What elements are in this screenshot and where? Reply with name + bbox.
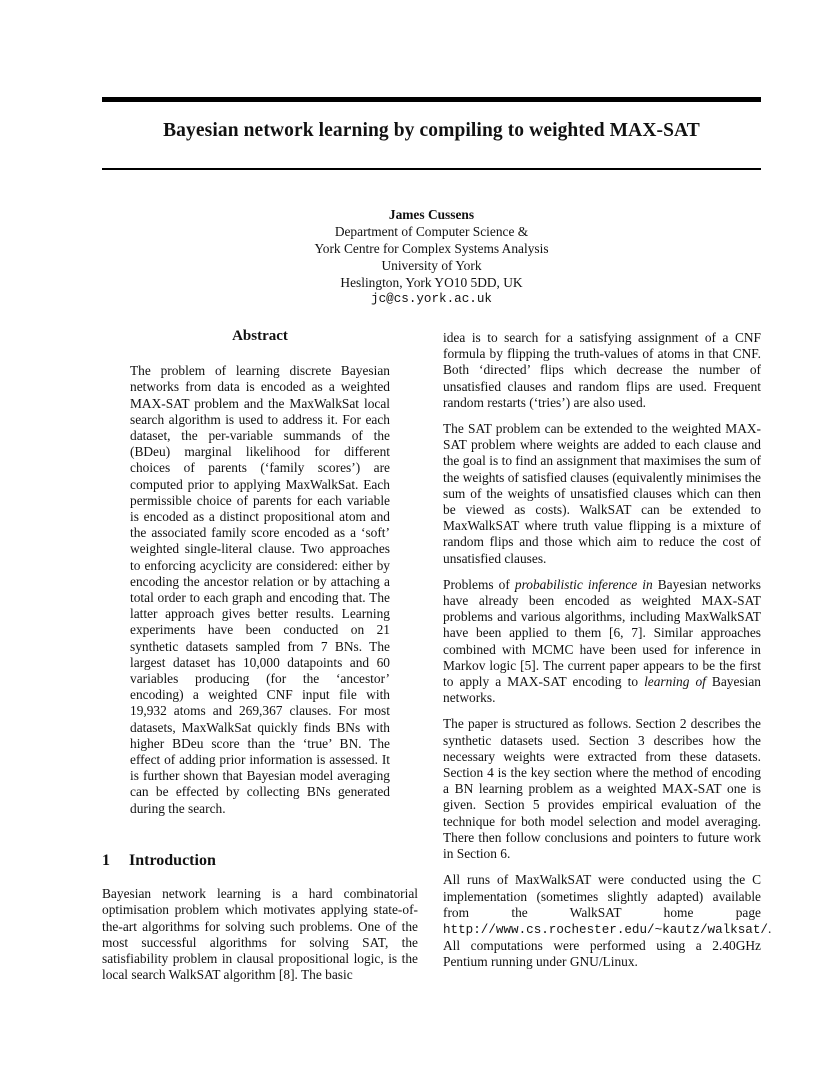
paragraph-weighted-maxsat: The SAT problem can be extended to the weighted MAX-SAT problem where weights are added to each clause and the goal is to find an assignment that maximises the sum of the weights of satisfied clauses (equivalently minimises the sum of the weights of unsatisfied clauses which can then be viewed as costs). WalkSAT can be extended to MaxWalkSAT where truth value flipping is a mixture of random flips and those which aim to reduce the cost of unsatisfied clauses. <box>443 421 761 566</box>
emphasis: learning of <box>644 674 706 690</box>
author-name: James Cussens <box>388 207 475 222</box>
text-run: . All computations were performed using a 2.40GHz Pentium running under GNU/Linux. <box>443 920 772 970</box>
affiliation-line: York Centre for Complex Systems Analysis <box>314 241 549 256</box>
abstract <box>130 328 390 817</box>
section-number: 1 <box>102 851 110 869</box>
text-run: Bayesian networks. <box>443 674 762 706</box>
abstract-text: The problem of learning discrete Bayesian networks from data is encoded as a weighted MAX-SAT problem and the MaxWalkSat local search algorithm is used to address it. For each dataset, the per-variable summands of the (BDeu) marginal likelihood for different choices of parents (‘family scores’) are computed prior to applying MaxWalkSat. Each permissible choice of parents for each variable is encoded as a distinct propositional atom and the associated family score encoded as a ‘soft’ weighted single-literal clause. Two approaches to enforcing acyclicity are considered: either by encoding the ancestor relation or by attaching a total order to each graph and encoding that. The latter approach gives better results. Learning experiments have been conducted on 21 synthetic datasets sampled from 7 BNs. The largest dataset has 10,000 datapoints and 60 variables producing (for the ‘ancestor’ encoding) a weighted CNF input file with 19,932 atoms and 269,367 clauses. For most datasets, MaxWalkSat quickly finds BNs with higher BDeu score than the ‘true’ BN. The effect of adding prior information is assessed. It is further shown that Bayesian model averaging can be effected by collecting BNs generated during the search. <box>130 363 390 816</box>
walksat-url: http://www.cs.rochester.edu/~kautz/walksat/ <box>443 922 768 937</box>
text-run: Bayesian networks have already been encoded as weighted MAX-SAT problems and various algorithms, including MaxWalkSAT have been applied to them [6, 7]. Similar approaches combined with MCMC have been used for inference in Markov logic [5]. The current paper appears to be the first to apply a MAX-SAT encoding to <box>443 576 761 690</box>
affiliation-line: Department of Computer Science & <box>334 224 529 239</box>
affiliation-line: Heslington, York YO10 5DD, UK <box>340 275 523 290</box>
paragraph-prior-work <box>443 577 761 707</box>
section-heading-introduction <box>102 853 418 869</box>
left-column <box>102 328 418 992</box>
paragraph-implementation <box>443 872 772 970</box>
author-block <box>102 206 761 308</box>
section-title: Introduction <box>129 851 216 869</box>
paper-title: Bayesian network learning by compiling to weighted MAX-SAT <box>163 120 700 141</box>
intro-paragraph: Bayesian network learning is a hard combinatorial optimisation problem which motivates applying state-of-the-art algorithms for solving such problems. One of the most successful algorithms for solving SAT, the satisfiability problem in clausal propositional logic, is the local search WalkSAT algorithm [8]. The basic <box>102 886 418 983</box>
top-rule <box>102 97 761 102</box>
text-run: Problems of <box>443 576 515 592</box>
paragraph-search-idea: idea is to search for a satisfying assignment of a CNF formula by flipping the truth-values of atoms in that CNF. Both ‘directed’ flips which decrease the number of unsatisfied clauses and random flips are used. Frequent random restarts (‘tries’) are also used. <box>443 330 761 410</box>
paragraph-structure: The paper is structured as follows. Section 2 describes the synthetic datasets used. Section 3 describes how the necessary weights were extracted from these datasets. Section 4 is the key section where the method of encoding a BN learning problem as a weighted MAX-SAT one is given. Section 5 provides empirical evaluation of the technique for both model selection and model averaging. There then follow conclusions and pointers to future work in Section 6. <box>443 716 761 862</box>
author-email: jc@cs.york.ac.uk <box>371 292 492 306</box>
abstract-heading: Abstract <box>232 328 288 344</box>
title-bottom-rule <box>102 168 761 170</box>
text-run: All runs of MaxWalkSAT were conducted using the C implementation (sometimes slightly adapted) available from the WalkSAT home page <box>443 872 761 920</box>
emphasis: probabilistic inference in <box>514 576 653 592</box>
affiliation-line: University of York <box>381 258 482 273</box>
right-column <box>443 330 772 981</box>
